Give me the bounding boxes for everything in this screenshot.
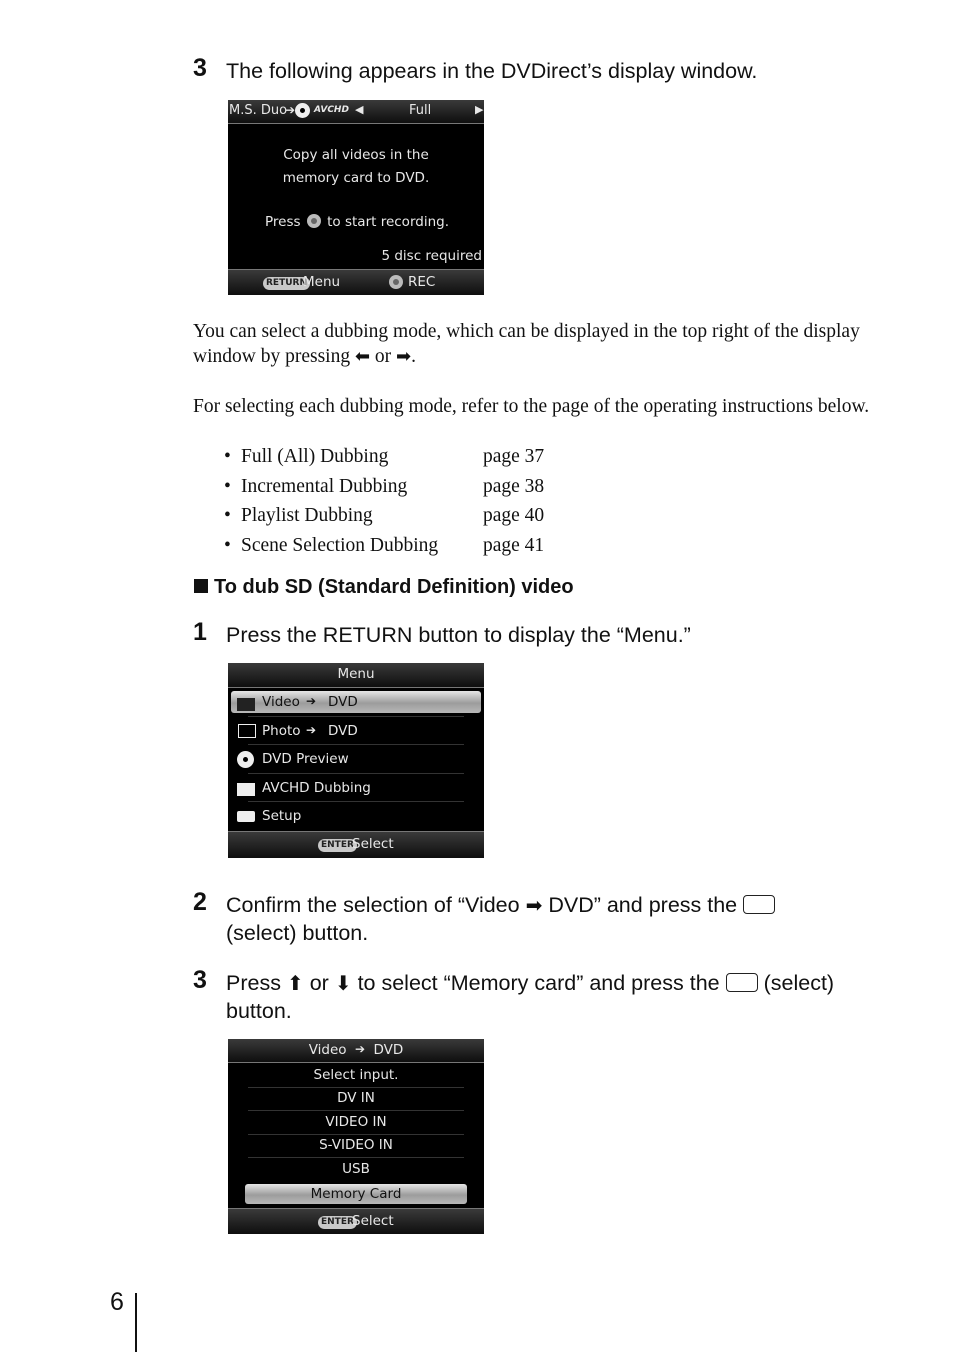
- menu-item-dvd-preview[interactable]: [231, 748, 481, 770]
- dubbing-mode-list: [224, 444, 624, 562]
- arrow-right-icon: ➔: [306, 694, 317, 708]
- square-bullet-icon: [194, 579, 208, 593]
- mode-name: Incremental Dubbing: [241, 475, 408, 497]
- mode-page: page 41: [483, 534, 545, 556]
- mode-page: page 38: [483, 475, 545, 497]
- step-text-part: button.: [226, 999, 292, 1023]
- menu-item-target: DVD: [328, 723, 358, 739]
- message-line-1: Copy all videos in the: [283, 147, 429, 163]
- period: .: [411, 346, 417, 367]
- film-icon: [237, 783, 255, 796]
- list-item: • Scene Selection Dubbing page 41: [224, 534, 545, 556]
- mode-page: page 37: [483, 446, 545, 467]
- menu-item-video-dvd[interactable]: [231, 691, 481, 713]
- input-option-s-video-in[interactable]: S-VIDEO IN: [319, 1137, 393, 1153]
- step-text-part: (select): [763, 971, 835, 995]
- input-option-dv-in[interactable]: DV IN: [337, 1090, 375, 1106]
- step-number: 3: [193, 966, 207, 994]
- step-text-part: or: [309, 971, 329, 995]
- toolbox-icon: [237, 811, 255, 822]
- page-number-divider: [135, 1293, 137, 1352]
- select-input-prompt: Select input.: [313, 1067, 399, 1083]
- menu-item-label: AVCHD Dubbing: [262, 780, 371, 796]
- step-number: 3: [193, 54, 207, 82]
- select-button-icon: [726, 973, 758, 992]
- mode-name: Scene Selection Dubbing: [241, 534, 439, 556]
- arrow-right-icon: ➔: [354, 1042, 366, 1056]
- enter-pill: ENTER: [318, 839, 357, 852]
- disc-icon: [295, 103, 310, 118]
- select-label: Select: [352, 1213, 394, 1229]
- disc-icon: [237, 751, 254, 768]
- menu-label: Menu: [303, 274, 341, 290]
- arrow-left-icon: ⬅: [354, 346, 371, 367]
- photo-icon: [238, 724, 256, 738]
- list-item: • Incremental Dubbing page 38: [224, 475, 545, 497]
- section-heading: [194, 576, 574, 599]
- dubbing-mode-label: Full: [409, 103, 432, 118]
- triangle-right-icon: ▶: [475, 103, 484, 116]
- menu-item-label: Video: [262, 694, 300, 710]
- select-button-icon: [743, 895, 775, 914]
- mode-page: page 40: [483, 505, 545, 526]
- display-window-dubbing-mode: [228, 100, 484, 294]
- rec-button-icon: [307, 214, 321, 228]
- arrow-right-icon: ➡: [525, 893, 543, 917]
- title-source: Video: [308, 1042, 347, 1058]
- menu-item-label: Setup: [262, 808, 302, 824]
- status-bar: [228, 100, 484, 124]
- menu-item-setup[interactable]: [231, 805, 481, 827]
- mode-name: Full (All) Dubbing: [241, 446, 389, 467]
- title-bar: [228, 1039, 484, 1063]
- arrow-up-icon: ⬆: [286, 971, 304, 995]
- step-text: The following appears in the DVDirect’s display window.: [226, 59, 758, 83]
- arrow-right-icon: ➡: [396, 346, 412, 367]
- paragraph-text: You can select a dubbing mode, which can be displayed in the top right of the display window by pressing: [193, 321, 860, 367]
- dubbing-mode-paragraph: [193, 319, 873, 369]
- rec-label: REC: [408, 274, 436, 290]
- enter-pill: ENTER: [318, 1216, 357, 1229]
- return-pill: RETURN: [263, 277, 310, 290]
- bottom-bar: [228, 269, 484, 295]
- list-item: • Full (All) Dubbing page 37: [224, 446, 545, 467]
- reference-paragraph: For selecting each dubbing mode, refer to the page of the operating instructions below.: [193, 396, 870, 417]
- input-option-usb[interactable]: USB: [342, 1161, 370, 1177]
- select-label: Select: [352, 836, 394, 852]
- step-text-part: DVD” and press the: [548, 893, 738, 917]
- menu-item-avchd-dubbing[interactable]: [231, 777, 481, 799]
- press-word: Press: [265, 214, 301, 230]
- step-text-part: (select) button.: [226, 921, 369, 945]
- display-window-select-input: [228, 1039, 484, 1233]
- menu-item-photo-dvd[interactable]: [231, 720, 481, 742]
- page-number: 6: [110, 1288, 124, 1316]
- step-number: 2: [193, 888, 207, 916]
- step-text: [226, 969, 876, 1025]
- input-option-video-in[interactable]: VIDEO IN: [325, 1114, 387, 1130]
- press-message: [265, 214, 449, 230]
- menu-title-bar: [228, 663, 484, 688]
- display-window-menu: [228, 663, 484, 857]
- source-label: M.S. Duo: [229, 103, 288, 118]
- arrow-down-icon: ⬇: [334, 971, 352, 995]
- title-target: DVD: [373, 1042, 404, 1058]
- step-number: 1: [193, 618, 207, 646]
- step-text: [226, 891, 866, 947]
- film-icon: [237, 698, 255, 711]
- avchd-logo: AVCHD: [314, 105, 349, 115]
- mode-name: Playlist Dubbing: [241, 505, 373, 526]
- input-option-memory-card[interactable]: Memory Card: [245, 1184, 467, 1204]
- rec-icon: [389, 275, 403, 289]
- arrow-right-icon: ➔: [306, 723, 317, 737]
- message-line-2: memory card to DVD.: [282, 170, 430, 186]
- section-title: To dub SD (Standard Definition) video: [214, 576, 574, 598]
- or-text: or: [374, 346, 392, 367]
- disc-required: 5 disc required: [381, 248, 482, 264]
- menu-title: Menu: [337, 666, 375, 682]
- step-text-part: Press: [226, 971, 281, 995]
- menu-item-target: DVD: [328, 694, 358, 710]
- step-text-part: Confirm the selection of “Video: [226, 893, 520, 917]
- bottom-bar: [228, 1208, 484, 1234]
- arrow-right-icon: ➔: [285, 103, 296, 117]
- bottom-bar: [228, 831, 484, 858]
- step-text-part: to select “Memory card” and press the: [357, 971, 720, 995]
- press-rest: to start recording.: [327, 214, 449, 230]
- menu-item-label: DVD Preview: [262, 751, 349, 767]
- menu-item-label: Photo: [262, 723, 301, 739]
- triangle-left-icon: ◀: [355, 103, 364, 116]
- step-text: Press the RETURN button to display the “Menu.”: [226, 623, 691, 647]
- list-item: • Playlist Dubbing page 40: [224, 505, 545, 526]
